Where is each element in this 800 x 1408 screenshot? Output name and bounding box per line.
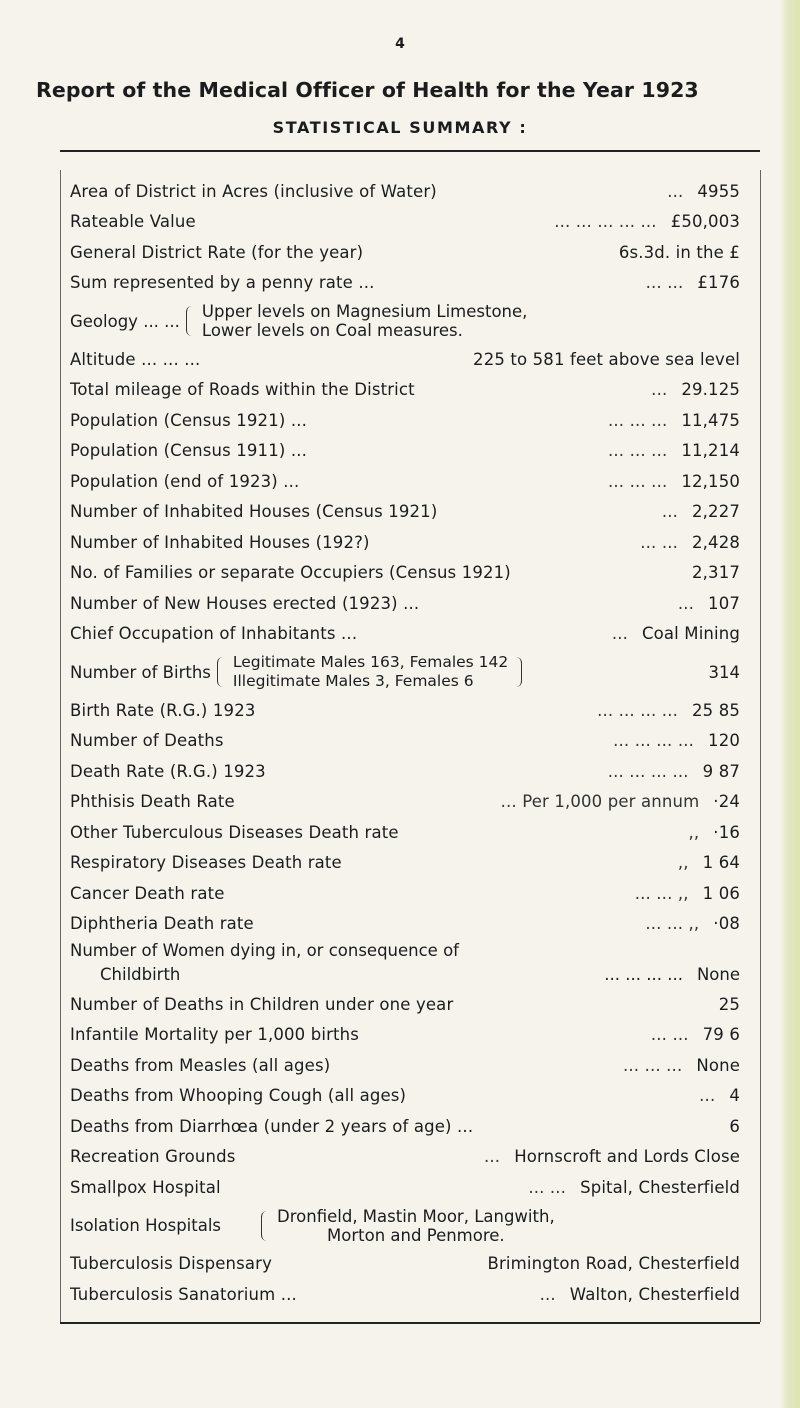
summary-row-rateable (70, 207, 740, 238)
summary-row-pop-1911 (70, 436, 740, 467)
row-label: Smallpox Hospital (70, 1177, 221, 1197)
row-label: Population (Census 1911) ... (70, 441, 308, 461)
page-number: 4 (395, 36, 405, 52)
summary-row-deaths (70, 726, 740, 757)
row-leader: ,, (688, 822, 700, 842)
row-leader: ... ... (640, 532, 678, 552)
summary-row-dispensary (70, 1249, 740, 1280)
row-leader: ... (699, 1086, 716, 1106)
summary-row-whooping (70, 1081, 740, 1112)
row-leader: ... (484, 1147, 501, 1167)
row-label: Number of Deaths (70, 731, 224, 751)
row-leader: ... ... ... ... (607, 761, 689, 781)
row-value: 4955 (697, 181, 740, 201)
summary-row-penny-rate (70, 268, 740, 299)
summary-row-houses-latest (70, 527, 740, 558)
summary-row-measles (70, 1050, 740, 1081)
report-subtitle: STATISTICAL SUMMARY : (272, 118, 528, 137)
row-label: Number of New Houses erected (1923) ... (70, 593, 420, 613)
isolation-line: Morton and Penmore. (327, 1225, 505, 1245)
row-value: 6 (729, 1116, 740, 1136)
summary-row-births (70, 649, 740, 695)
summary-row-respiratory (70, 848, 740, 879)
summary-row-roads (70, 375, 740, 406)
row-value: 29.125 (681, 380, 740, 400)
summary-row-infantile (70, 1020, 740, 1051)
row-label: Sum represented by a penny rate ... (70, 273, 375, 293)
row-leader: ... ... ... ... (604, 965, 683, 984)
row-label: Number of Deaths in Children under one year (70, 994, 454, 1014)
row-leader: ... (611, 624, 628, 644)
row-value: None (696, 965, 740, 984)
row-label: Isolation Hospitals (70, 1216, 222, 1235)
row-value: None (696, 1055, 740, 1075)
row-leader: ... ... (528, 1177, 567, 1197)
summary-row-birth-rate (70, 695, 740, 726)
row-leader: ... ... ... (608, 410, 668, 430)
row-label: Number of Inhabited Houses (192?) (70, 532, 370, 552)
row-label: No. of Families or separate Occupiers (Census 1921) (70, 563, 511, 583)
row-value: 120 (708, 731, 740, 751)
row-value: Coal Mining (642, 624, 740, 644)
row-value: 2,227 (692, 502, 740, 522)
row-value: Brimington Road, Chesterfield (487, 1254, 740, 1274)
row-value: 79 6 (702, 1025, 740, 1045)
summary-row-diarrhoea (70, 1111, 740, 1142)
summary-row-isolation (70, 1203, 740, 1249)
row-value: 107 (708, 593, 740, 613)
row-label: Number of Births (70, 662, 211, 682)
row-value: 6s.3d. in the £ (618, 242, 740, 262)
left-brace (217, 657, 225, 687)
geology-line: Lower levels on Coal measures. (201, 321, 463, 340)
left-brace (186, 306, 194, 336)
row-leader: ... ... ... (608, 441, 668, 461)
summary-row-phthisis (70, 787, 740, 818)
summary-row-geology (70, 298, 740, 344)
row-label: Deaths from Measles (all ages) (70, 1055, 331, 1075)
row-leader: ... (651, 380, 668, 400)
row-value: Hornscroft and Lords Close (514, 1147, 740, 1167)
row-value: 4 (729, 1086, 740, 1106)
row-value: 2,317 (692, 563, 740, 583)
row-label: Total mileage of Roads within the District (70, 380, 415, 400)
bottom-rule (60, 1322, 760, 1324)
page-edge (780, 0, 800, 1408)
summary-row-altitude (70, 344, 740, 375)
row-label: Population (Census 1921) ... (70, 410, 308, 430)
row-label: Tuberculosis Sanatorium ... (70, 1284, 297, 1304)
row-value: 1 06 (702, 883, 740, 903)
report-title: Report of the Medical Officer of Health for the Year 1923 (36, 78, 699, 102)
row-value: 2,428 (692, 532, 740, 552)
row-value: £50,003 (670, 212, 740, 232)
summary-row-district-rate (70, 237, 740, 268)
summary-row-recreation (70, 1142, 740, 1173)
row-value: 11,214 (681, 441, 740, 461)
row-value: ·08 (713, 914, 740, 934)
row-value: 12,150 (681, 471, 740, 491)
row-label: General District Rate (for the year) (70, 242, 364, 262)
row-label: Respiratory Diseases Death rate (70, 853, 342, 873)
row-label: Other Tuberculous Diseases Death rate (70, 822, 399, 842)
row-label: Rateable Value (70, 212, 196, 232)
row-leader: ... Per 1,000 per annum (500, 792, 700, 812)
row-value: 1 64 (702, 853, 740, 873)
row-label: Diphtheria Death rate (70, 914, 254, 934)
row-leader: ... (539, 1284, 556, 1304)
row-value: 9 87 (702, 761, 740, 781)
summary-row-smallpox (70, 1172, 740, 1203)
row-label: Tuberculosis Dispensary (70, 1254, 272, 1274)
summary-row-women-childbirth (70, 939, 740, 989)
summary-row-pop-1923 (70, 466, 740, 497)
row-label: Area of District in Acres (inclusive of Water) (70, 181, 437, 201)
row-label-continued (70, 963, 740, 987)
row-value: £176 (697, 273, 740, 293)
row-value: Walton, Chesterfield (569, 1284, 740, 1304)
row-label: Altitude ... ... ... (70, 349, 201, 369)
row-leader: ... ... ... ... (597, 700, 678, 720)
row-label: Cancer Death rate (70, 883, 225, 903)
row-leader: ... ... (650, 1025, 689, 1045)
births-line: Legitimate Males 163, Females 142 (232, 653, 509, 671)
summary-row-occupation (70, 619, 740, 650)
geology-line: Upper levels on Magnesium Limestone, (201, 302, 528, 321)
row-leader: ... ... ... ... ... (554, 212, 657, 232)
row-leader: ,, (677, 853, 689, 873)
row-value: 11,475 (681, 410, 740, 430)
row-label: Number of Inhabited Houses (Census 1921) (70, 502, 438, 522)
summary-row-death-rate (70, 756, 740, 787)
summary-row-other-tb (70, 817, 740, 848)
summary-row-families (70, 558, 740, 589)
row-leader: ... (661, 502, 678, 522)
row-label: Childbirth (100, 965, 181, 984)
summary-table (70, 176, 740, 1310)
births-total: 314 (708, 662, 740, 682)
summary-row-houses-1921 (70, 497, 740, 528)
left-border (60, 170, 61, 1322)
row-leader: ... ... ,, (634, 883, 689, 903)
geology-lines (202, 302, 527, 340)
right-border (760, 170, 761, 1322)
left-brace (261, 1211, 269, 1241)
row-label: Death Rate (R.G.) 1923 (70, 761, 266, 781)
row-label: Recreation Grounds (70, 1147, 236, 1167)
row-label: Infantile Mortality per 1,000 births (70, 1025, 359, 1045)
row-label: Deaths from Diarrhœa (under 2 years of age) ... (70, 1116, 474, 1136)
row-value: ·24 (713, 792, 740, 812)
row-label: Geology ... ... (70, 311, 180, 331)
births-line: Illegitimate Males 3, Females 6 (232, 672, 474, 690)
row-leader: ... ... ... (623, 1055, 683, 1075)
row-label: Chief Occupation of Inhabitants ... (70, 624, 358, 644)
row-leader: ... ... (645, 273, 684, 293)
summary-row-child-deaths (70, 989, 740, 1020)
row-label: Population (end of 1923) ... (70, 471, 300, 491)
row-value: 25 85 (692, 700, 740, 720)
births-lines (233, 653, 508, 691)
row-leader: ... ... ... (608, 471, 668, 491)
summary-row-new-houses (70, 588, 740, 619)
row-value: 225 to 581 feet above sea level (473, 349, 740, 369)
row-label: Deaths from Whooping Cough (all ages) (70, 1086, 407, 1106)
row-label: Phthisis Death Rate (70, 792, 235, 812)
summary-row-sanatorium (70, 1279, 740, 1310)
isolation-line: Dronfield, Mastin Moor, Langwith, (277, 1206, 555, 1226)
row-leader: ... ... ... ... (613, 731, 695, 751)
row-label: Birth Rate (R.G.) 1923 (70, 700, 256, 720)
top-rule (60, 150, 760, 152)
row-label: Number of Women dying in, or consequence of (70, 941, 459, 960)
isolation-lines (277, 1207, 555, 1245)
summary-row-pop-1921 (70, 405, 740, 436)
row-leader: ... (667, 181, 684, 201)
row-value: ·16 (713, 822, 740, 842)
row-leader: ... ... ,, (645, 914, 700, 934)
summary-row-diphtheria (70, 909, 740, 940)
row-leader: ... (677, 593, 695, 613)
row-value: Spital, Chesterfield (580, 1177, 740, 1197)
summary-row-cancer (70, 878, 740, 909)
right-brace (514, 657, 522, 687)
summary-row-area (70, 176, 740, 207)
row-value: 25 (718, 994, 740, 1014)
